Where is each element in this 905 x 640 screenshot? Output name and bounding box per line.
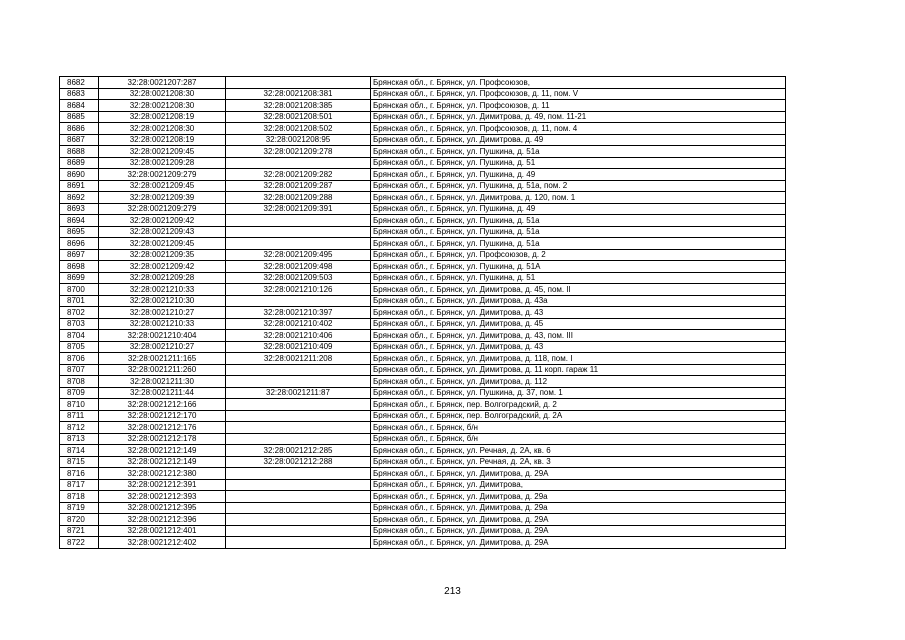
table-row [60,261,786,273]
table-row [60,410,786,422]
object-cadastral-number-cell: 32:28:0021209:391 [226,203,371,215]
table-row [60,341,786,353]
object-cadastral-number-cell [226,238,371,250]
address-cell: Брянская обл., г. Брянск, ул. Димитрова, д. 49 [371,134,786,146]
row-number-cell: 8706 [60,353,99,365]
table-row [60,307,786,319]
address-cell: Брянская обл., г. Брянск, ул. Димитрова, д. 43 [371,307,786,319]
row-number-cell: 8683 [60,88,99,100]
address-cell: Брянская обл., г. Брянск, ул. Димитрова, д. 29А [371,468,786,480]
object-cadastral-number-cell: 32:28:0021211:87 [226,387,371,399]
row-number-cell: 8720 [60,514,99,526]
object-cadastral-number-cell [226,399,371,411]
object-cadastral-number-cell [226,525,371,537]
address-cell: Брянская обл., г. Брянск, ул. Димитрова, д. 49, пом. 11-21 [371,111,786,123]
land-cadastral-number-cell: 32:28:0021211:44 [99,387,226,399]
row-number-cell: 8714 [60,445,99,457]
row-number-cell: 8701 [60,295,99,307]
object-cadastral-number-cell [226,410,371,422]
table-row [60,157,786,169]
object-cadastral-number-cell: 32:28:0021211:208 [226,353,371,365]
table-row [60,134,786,146]
land-cadastral-number-cell: 32:28:0021208:19 [99,134,226,146]
address-cell: Брянская обл., г. Брянск, ул. Профсоюзов, д. 11, пом. 4 [371,123,786,135]
table-row [60,192,786,204]
table-row [60,525,786,537]
row-number-cell: 8711 [60,410,99,422]
object-cadastral-number-cell: 32:28:0021208:381 [226,88,371,100]
row-number-cell: 8695 [60,226,99,238]
table-row [60,100,786,112]
address-cell: Брянская обл., г. Брянск, б/н [371,422,786,434]
object-cadastral-number-cell: 32:28:0021210:126 [226,284,371,296]
address-cell: Брянская обл., г. Брянск, ул. Димитрова, [371,479,786,491]
object-cadastral-number-cell [226,77,371,89]
table-row [60,387,786,399]
object-cadastral-number-cell [226,364,371,376]
land-cadastral-number-cell: 32:28:0021208:30 [99,88,226,100]
land-cadastral-number-cell: 32:28:0021209:42 [99,261,226,273]
address-cell: Брянская обл., г. Брянск, ул. Димитрова, д. 29а [371,491,786,503]
land-cadastral-number-cell: 32:28:0021212:176 [99,422,226,434]
object-cadastral-number-cell: 32:28:0021209:503 [226,272,371,284]
address-cell: Брянская обл., г. Брянск, ул. Димитрова, д. 118, пом. I [371,353,786,365]
land-cadastral-number-cell: 32:28:0021210:30 [99,295,226,307]
row-number-cell: 8693 [60,203,99,215]
row-number-cell: 8705 [60,341,99,353]
address-cell: Брянская обл., г. Брянск, б/н [371,433,786,445]
land-cadastral-number-cell: 32:28:0021212:149 [99,456,226,468]
object-cadastral-number-cell: 32:28:0021209:282 [226,169,371,181]
row-number-cell: 8716 [60,468,99,480]
object-cadastral-number-cell [226,468,371,480]
address-cell: Брянская обл., г. Брянск, ул. Димитрова, д. 43, пом. III [371,330,786,342]
object-cadastral-number-cell: 32:28:0021210:397 [226,307,371,319]
row-number-cell: 8685 [60,111,99,123]
land-cadastral-number-cell: 32:28:0021212:391 [99,479,226,491]
object-cadastral-number-cell: 32:28:0021210:402 [226,318,371,330]
address-cell: Брянская обл., г. Брянск, ул. Профсоюзов, д. 2 [371,249,786,261]
object-cadastral-number-cell: 32:28:0021210:409 [226,341,371,353]
object-cadastral-number-cell [226,479,371,491]
table-row [60,238,786,250]
land-cadastral-number-cell: 32:28:0021212:166 [99,399,226,411]
object-cadastral-number-cell [226,376,371,388]
address-cell: Брянская обл., г. Брянск, ул. Пушкина, д. 51А [371,261,786,273]
land-cadastral-number-cell: 32:28:0021209:39 [99,192,226,204]
land-cadastral-number-cell: 32:28:0021208:30 [99,100,226,112]
land-cadastral-number-cell: 32:28:0021212:170 [99,410,226,422]
row-number-cell: 8721 [60,525,99,537]
row-number-cell: 8703 [60,318,99,330]
land-cadastral-number-cell: 32:28:0021212:380 [99,468,226,480]
row-number-cell: 8713 [60,433,99,445]
address-cell: Брянская обл., г. Брянск, ул. Пушкина, д. 49 [371,169,786,181]
object-cadastral-number-cell [226,422,371,434]
table-row [60,295,786,307]
row-number-cell: 8694 [60,215,99,227]
address-cell: Брянская обл., г. Брянск, ул. Профсоюзов, [371,77,786,89]
address-cell: Брянская обл., г. Брянск, ул. Димитрова, д. 120, пом. 1 [371,192,786,204]
object-cadastral-number-cell [226,215,371,227]
row-number-cell: 8682 [60,77,99,89]
row-number-cell: 8688 [60,146,99,158]
address-cell: Брянская обл., г. Брянск, ул. Димитрова, д. 29А [371,537,786,549]
land-cadastral-number-cell: 32:28:0021209:43 [99,226,226,238]
table-row [60,180,786,192]
object-cadastral-number-cell [226,157,371,169]
land-cadastral-number-cell: 32:28:0021210:33 [99,318,226,330]
object-cadastral-number-cell [226,295,371,307]
object-cadastral-number-cell: 32:28:0021208:95 [226,134,371,146]
row-number-cell: 8702 [60,307,99,319]
table-row [60,284,786,296]
table-row [60,468,786,480]
row-number-cell: 8709 [60,387,99,399]
land-cadastral-number-cell: 32:28:0021209:28 [99,157,226,169]
address-cell: Брянская обл., г. Брянск, ул. Пушкина, д. 51а [371,146,786,158]
land-cadastral-number-cell: 32:28:0021208:19 [99,111,226,123]
land-cadastral-number-cell: 32:28:0021209:35 [99,249,226,261]
row-number-cell: 8722 [60,537,99,549]
table-row [60,376,786,388]
land-cadastral-number-cell: 32:28:0021211:30 [99,376,226,388]
table-row [60,479,786,491]
table-row [60,514,786,526]
land-cadastral-number-cell: 32:28:0021211:260 [99,364,226,376]
land-cadastral-number-cell: 32:28:0021212:402 [99,537,226,549]
table-row [60,249,786,261]
address-cell: Брянская обл., г. Брянск, пер. Волгоградский, д. 2 [371,399,786,411]
address-cell: Брянская обл., г. Брянск, ул. Димитрова, д. 29А [371,514,786,526]
object-cadastral-number-cell: 32:28:0021212:285 [226,445,371,457]
row-number-cell: 8707 [60,364,99,376]
row-number-cell: 8692 [60,192,99,204]
row-number-cell: 8690 [60,169,99,181]
row-number-cell: 8689 [60,157,99,169]
address-cell: Брянская обл., г. Брянск, ул. Речная, д. 2А, кв. 6 [371,445,786,457]
table-row [60,111,786,123]
object-cadastral-number-cell: 32:28:0021209:498 [226,261,371,273]
table-row [60,364,786,376]
land-cadastral-number-cell: 32:28:0021209:42 [99,215,226,227]
address-cell: Брянская обл., г. Брянск, ул. Пушкина, д. 51а [371,238,786,250]
table-row [60,456,786,468]
page-number: 213 [444,586,461,597]
row-number-cell: 8691 [60,180,99,192]
address-cell: Брянская обл., г. Брянск, ул. Речная, д. 2А, кв. 3 [371,456,786,468]
table-row [60,399,786,411]
land-cadastral-number-cell: 32:28:0021210:27 [99,341,226,353]
land-cadastral-number-cell: 32:28:0021209:279 [99,203,226,215]
land-cadastral-number-cell: 32:28:0021212:178 [99,433,226,445]
land-cadastral-number-cell: 32:28:0021212:401 [99,525,226,537]
table-row [60,433,786,445]
object-cadastral-number-cell [226,491,371,503]
row-number-cell: 8718 [60,491,99,503]
object-cadastral-number-cell: 32:28:0021208:501 [226,111,371,123]
row-number-cell: 8704 [60,330,99,342]
object-cadastral-number-cell: 32:28:0021209:288 [226,192,371,204]
land-cadastral-number-cell: 32:28:0021209:279 [99,169,226,181]
table-row [60,123,786,135]
table-row [60,318,786,330]
row-number-cell: 8687 [60,134,99,146]
row-number-cell: 8712 [60,422,99,434]
row-number-cell: 8697 [60,249,99,261]
registry-table-body [60,77,786,549]
address-cell: Брянская обл., г. Брянск, ул. Димитрова, д. 29а [371,502,786,514]
object-cadastral-number-cell [226,433,371,445]
row-number-cell: 8698 [60,261,99,273]
address-cell: Брянская обл., г. Брянск, ул. Димитрова, д. 43 [371,341,786,353]
land-cadastral-number-cell: 32:28:0021211:165 [99,353,226,365]
table-row [60,353,786,365]
table-row [60,169,786,181]
land-cadastral-number-cell: 32:28:0021212:395 [99,502,226,514]
object-cadastral-number-cell: 32:28:0021208:502 [226,123,371,135]
address-cell: Брянская обл., г. Брянск, ул. Пушкина, д. 49 [371,203,786,215]
land-cadastral-number-cell: 32:28:0021209:28 [99,272,226,284]
object-cadastral-number-cell [226,537,371,549]
land-cadastral-number-cell: 32:28:0021209:45 [99,146,226,158]
table-row [60,203,786,215]
object-cadastral-number-cell: 32:28:0021210:406 [226,330,371,342]
object-cadastral-number-cell [226,514,371,526]
table-row [60,537,786,549]
row-number-cell: 8719 [60,502,99,514]
row-number-cell: 8696 [60,238,99,250]
address-cell: Брянская обл., г. Брянск, ул. Димитрова, д. 45, пом. II [371,284,786,296]
land-cadastral-number-cell: 32:28:0021210:33 [99,284,226,296]
address-cell: Брянская обл., г. Брянск, ул. Пушкина, д. 51а [371,226,786,238]
object-cadastral-number-cell [226,226,371,238]
object-cadastral-number-cell: 32:28:0021209:495 [226,249,371,261]
object-cadastral-number-cell: 32:28:0021209:287 [226,180,371,192]
address-cell: Брянская обл., г. Брянск, ул. Пушкина, д. 37, пом. 1 [371,387,786,399]
table-row [60,146,786,158]
address-cell: Брянская обл., г. Брянск, ул. Профсоюзов, д. 11, пом. V [371,88,786,100]
land-cadastral-number-cell: 32:28:0021209:45 [99,180,226,192]
land-cadastral-number-cell: 32:28:0021212:396 [99,514,226,526]
land-cadastral-number-cell: 32:28:0021208:30 [99,123,226,135]
row-number-cell: 8700 [60,284,99,296]
row-number-cell: 8686 [60,123,99,135]
row-number-cell: 8699 [60,272,99,284]
address-cell: Брянская обл., г. Брянск, ул. Димитрова, д. 112 [371,376,786,388]
table-row [60,77,786,89]
table-row [60,422,786,434]
object-cadastral-number-cell: 32:28:0021212:288 [226,456,371,468]
object-cadastral-number-cell [226,502,371,514]
table-row [60,502,786,514]
table-row [60,330,786,342]
table-row [60,88,786,100]
address-cell: Брянская обл., г. Брянск, ул. Профсоюзов, д. 11 [371,100,786,112]
object-cadastral-number-cell: 32:28:0021209:278 [226,146,371,158]
table-row [60,215,786,227]
land-cadastral-number-cell: 32:28:0021210:27 [99,307,226,319]
address-cell: Брянская обл., г. Брянск, ул. Пушкина, д. 51а, пом. 2 [371,180,786,192]
table-row [60,226,786,238]
table-row [60,445,786,457]
row-number-cell: 8717 [60,479,99,491]
land-cadastral-number-cell: 32:28:0021207:287 [99,77,226,89]
address-cell: Брянская обл., г. Брянск, ул. Димитрова, д. 29А [371,525,786,537]
address-cell: Брянская обл., г. Брянск, ул. Димитрова, д. 45 [371,318,786,330]
land-cadastral-number-cell: 32:28:0021209:45 [99,238,226,250]
address-cell: Брянская обл., г. Брянск, ул. Димитрова, д. 11 корп. гараж 11 [371,364,786,376]
row-number-cell: 8708 [60,376,99,388]
row-number-cell: 8710 [60,399,99,411]
land-cadastral-number-cell: 32:28:0021212:149 [99,445,226,457]
land-cadastral-number-cell: 32:28:0021210:404 [99,330,226,342]
address-cell: Брянская обл., г. Брянск, ул. Димитрова, д. 43а [371,295,786,307]
row-number-cell: 8684 [60,100,99,112]
address-cell: Брянская обл., г. Брянск, ул. Пушкина, д. 51а [371,215,786,227]
address-cell: Брянская обл., г. Брянск, пер. Волгоградский, д. 2А [371,410,786,422]
address-cell: Брянская обл., г. Брянск, ул. Пушкина, д. 51 [371,272,786,284]
address-cell: Брянская обл., г. Брянск, ул. Пушкина, д. 51 [371,157,786,169]
table-row [60,491,786,503]
table-row [60,272,786,284]
row-number-cell: 8715 [60,456,99,468]
land-cadastral-number-cell: 32:28:0021212:393 [99,491,226,503]
registry-table [59,76,786,549]
object-cadastral-number-cell: 32:28:0021208:385 [226,100,371,112]
